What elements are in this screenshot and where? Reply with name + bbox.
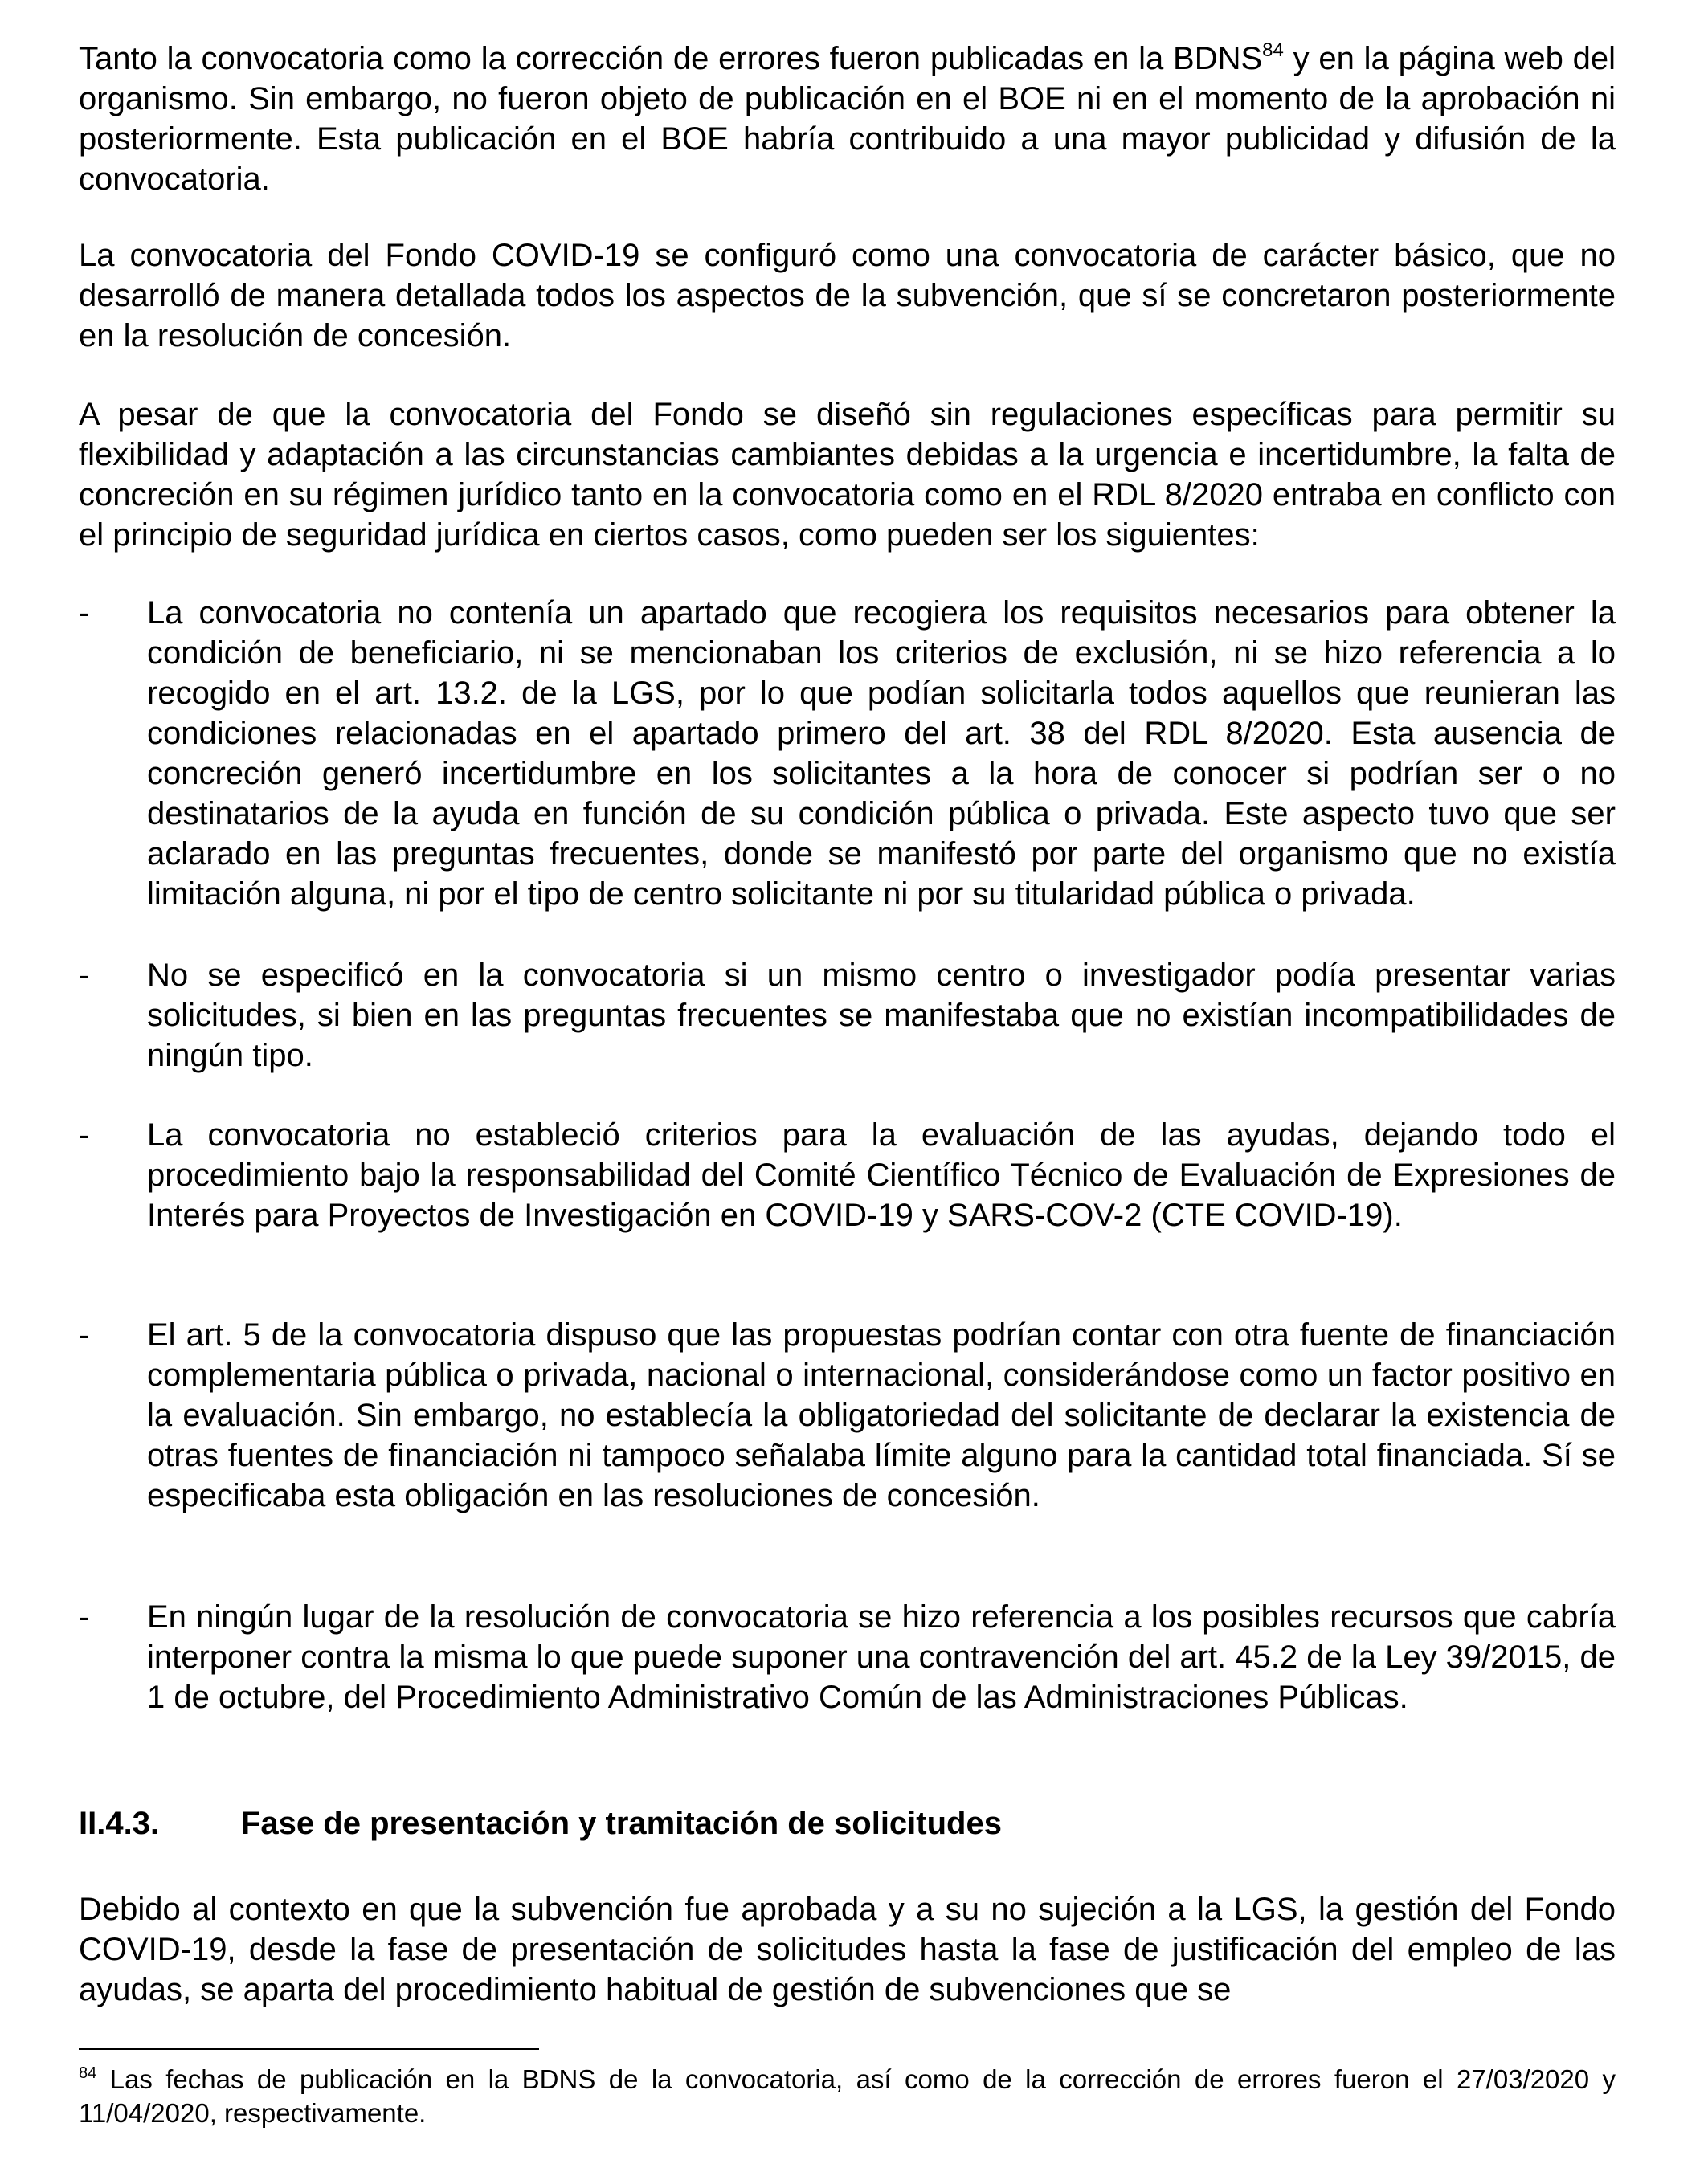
list-bullet: -: [79, 1317, 90, 1353]
list-bullet: -: [79, 957, 90, 993]
paragraph-legal-certainty: A pesar de que la convocatoria del Fondo se diseñó sin regulaciones específicas para permitir su flexibilidad y adaptación a las circunstancias cambiantes debidas a la urgencia e incertidumbre, la falta de concreción en su régimen jurídico tanto en la convocatoria como en el RDL 8/2020 entraba en conflicto con el principio de seguridad jurídica en ciertos casos, como pueden ser los siguientes:: [79, 397, 1616, 553]
footnote-separator: [79, 2048, 539, 2050]
list-item-text: La convocatoria no contenía un apartado que recogiera los requisitos necesarios para obtener la condición de beneficiario, ni se mencionaban los criterios de exclusión, ni se hizo referencia a lo recogido en el art. 13.2. de la LGS, por lo que podían solicitarla todos aquellos que reunieran las condiciones relacionadas en el apartado primero del art. 38 del RDL 8/2020. Esta ausencia de concreción generó incertidumbre en los solicitantes a la hora de conocer si podrían ser o no destinatarios de la ayuda en función de su condición pública o privada. Este aspecto tuvo que ser aclarado en las preguntas frecuentes, donde se manifestó por parte del organismo que no existía limitación alguna, ni por el tipo de centro solicitante ni por su titularidad pública o privada.: [147, 595, 1616, 912]
footnote-number: 84: [79, 2064, 97, 2082]
paragraph-procedure: Debido al contexto en que la subvención fue aprobada y a su no sujeción a la LGS, la gestión del Fondo COVID-19, desde la fase de presentación de solicitudes hasta la fase de justificación del empleo de las ayudas, se aparta del procedimiento habitual de gestión de subvenciones que se: [79, 1892, 1616, 2007]
list-item: [79, 1315, 1616, 1516]
list-bullet: -: [79, 1117, 90, 1153]
footnote-text: Las fechas de publicación en la BDNS de la convocatoria, así como de la corrección de errores fueron el 27/03/2020 y 11/04/2020, respectivamente.: [79, 2064, 1616, 2128]
list-item-text: La convocatoria no estableció criterios para la evaluación de las ayudas, dejando todo el procedimiento bajo la responsabilidad del Comité Científico Técnico de Evaluación de Expresiones de Interés para Proyectos de Investigación en COVID-19 y SARS-COV-2 (CTE COVID-19).: [147, 1117, 1616, 1233]
footnote-reference-84[interactable]: 84: [1262, 39, 1284, 61]
section-title: Fase de presentación y tramitación de solicitudes: [241, 1806, 1002, 1841]
list-item-text: En ningún lugar de la resolución de convocatoria se hizo referencia a los posibles recursos que cabría interponer contra la misma lo que puede suponer una contravención del art. 45.2 de la Ley 39/2015, de 1 de octubre, del Procedimiento Administrativo Común de las Administraciones Públicas.: [147, 1599, 1616, 1715]
list-item: [79, 593, 1616, 914]
list-item: [79, 955, 1616, 1076]
list-item-text: El art. 5 de la convocatoria dispuso que las propuestas podrían contar con otra fuente de financiación complementaria pública o privada, nacional o internacional, considerándose como un factor positivo en la evaluación. Sin embargo, no establecía la obligatoriedad del solicitante de declarar la existencia de otras fuentes de financiación ni tampoco señalaba límite alguno para la cantidad total financiada. Sí se especificaba esta obligación en las resoluciones de concesión.: [147, 1317, 1616, 1513]
section-number: II.4.3.: [79, 1806, 160, 1841]
list-bullet: -: [79, 595, 90, 631]
list-item-text: No se especificó en la convocatoria si un mismo centro o investigador podía presentar varias solicitudes, si bien en las preguntas frecuentes se manifestaba que no existían incompatibilidades de ningún tipo.: [147, 957, 1616, 1073]
paragraph-publication: [79, 39, 1616, 199]
list-item: [79, 1115, 1616, 1235]
paragraph-text: Tanto la convocatoria como la corrección de errores fueron publicadas en la BDNS: [79, 41, 1263, 76]
paragraph-text: y en la página web del organismo. Sin embargo, no fueron objeto de publicación en el BOE ni en el momento de la aprobación ni posteriormente. Esta publicación en el BOE habría contribuido a una mayor publicidad y difusión de la convocatoria.: [79, 41, 1616, 197]
paragraph-basic-call: La convocatoria del Fondo COVID-19 se configuró como una convocatoria de carácter básico, que no desarrolló de manera detallada todos los aspectos de la subvención, que sí se concretaron posteriormente en la resolución de concesión.: [79, 238, 1616, 353]
section-heading: [79, 1803, 1002, 1843]
list-item: [79, 1597, 1616, 1717]
footnote: [79, 2063, 1616, 2130]
list-bullet: -: [79, 1599, 90, 1635]
